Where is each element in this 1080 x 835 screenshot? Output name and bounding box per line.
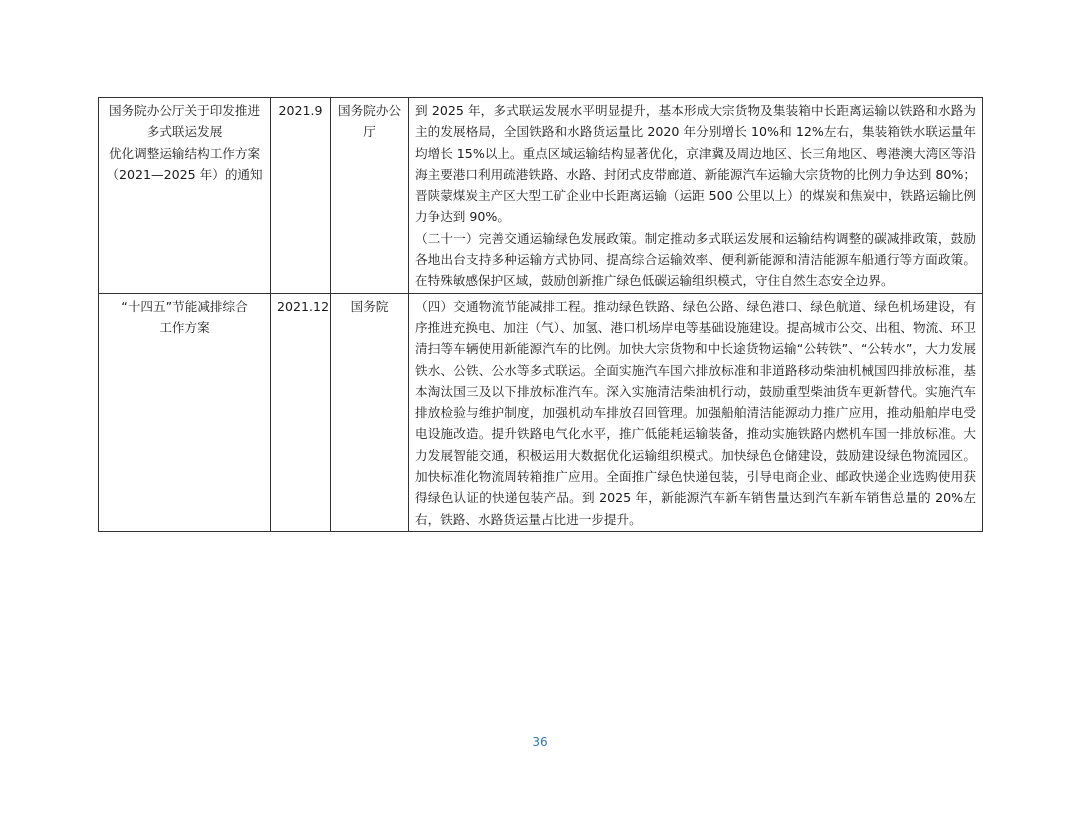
policy-title-line: 工作方案 [159,319,210,335]
policy-title-line: 国务院办公厅关于印发推进 [108,103,261,118]
policy-title-cell [99,293,271,531]
table-row [99,293,983,531]
policy-issuer-cell [331,98,409,294]
policy-table [98,97,983,532]
policy-title-line: 优化调整运输结构工作方案 [108,145,261,161]
policy-title-line: 多式联运发展 [146,124,223,140]
policy-paragraph: 到 2025 年，多式联运发展水平明显提升，基本形成大宗货物及集装箱中长距离运输以铁路和水路为主的发展格局，全国铁路和水路货运量比 2020 年分别增长 10%和 12%左右，集装箱铁水联运量年均增长 15%以上。重点区域运输结构显著优化，京津冀及周边地区、长三角地区、粤港澳大湾区等沿海主要港口利用疏港铁路、水路、封闭式皮带廊道、新能源汽车运输大宗货物的比例力争达到 80%；晋陕蒙煤炭主产区大型工矿企业中长距离运输（运距 500 公里以上）的煤炭和焦炭中，铁路运输比例力争达到 90%。 [415,103,976,225]
policy-title-line: “十四五”节能减排综合 [121,298,248,314]
policy-date-cell: 2021.9 [271,98,331,294]
policy-issuer-line: 国务院 [350,298,389,314]
policy-paragraph: （四）交通物流节能减排工程。推动绿色铁路、绿色公路、绿色港口、绿色航道、绿色机场建设，有序推进充换电、加注（气）、加氢、港口机场岸电等基础设施建设。提高城市公交、出租、物流、环卫清扫等车辆使用新能源汽车的比例。加快大宗货物和中长途货物运输“公转铁”、“公转水”，大力发展铁水、公铁、公水等多式联运。全面实施汽车国六排放标准和非道路移动柴油机械国四排放标准，基本淘汰国三及以下排放标准汽车。深入实施清洁柴油机行动，鼓励重型柴油货车更新替代。实施汽车排放检验与维护制度，加强机动车排放召回管理。加强船舶清洁能源动力推广应用，推动船舶岸电受电设施改造。提升铁路电气化水平，推广低能耗运输装备，推动实施铁路内燃机车国一排放标准。大力发展智能交通，积极运用大数据优化运输组织模式。加快绿色仓储建设，鼓励建设绿色物流园区。加快标准化物流周转箱推广应用。全面推广绿色快递包装，引导电商企业、邮政快递企业选购使用获得绿色认证的快递包装产品。到 2025 年，新能源汽车新车销售量达到汽车新车销售总量的 20%左右，铁路、水路货运量占比进一步提升。 [415,298,976,527]
policy-issuer-line: 国务院办公 [338,103,401,118]
policy-paragraph: （二十一）完善交通运输绿色发展政策。制定推动多式联运发展和运输结构调整的碳减排政策，鼓励各地出台支持多种运输方式协同、提高综合运输效率、便利新能源和清洁能源车船通行等方面政策。在特殊敏感保护区域，鼓励创新推广绿色低碳运输组织模式，守住自然生态安全边界。 [415,230,976,289]
table-row [99,98,983,294]
policy-issuer-cell [331,293,409,531]
policy-content-cell [409,98,983,294]
policy-title-cell [99,98,271,294]
policy-title-line: （2021—2025 年）的通知 [106,166,263,182]
page-number: 36 [532,735,548,749]
policy-issuer-line: 厅 [363,124,376,140]
policy-date-cell: 2021.12 [271,293,331,531]
policy-content-cell [409,293,983,531]
